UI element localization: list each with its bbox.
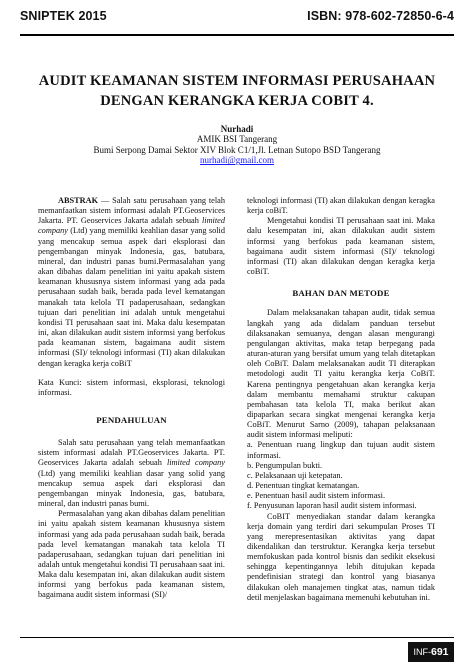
page-number: 691: [430, 646, 449, 658]
author-email-link[interactable]: nurhadi@gmail.com: [199, 155, 275, 166]
left-column: [38, 196, 225, 601]
abstract-text-b: (Ltd) yang memiliki keahlian dasar yang solid yang mencakup semua aspek dari eksplorasi dan pengembangan minyak Indonesia, gas, batubara, mineral, dan industri panas bumi.Permasalahan yang akan dibahas dalam penelitian ini yaitu apakah sistem keamanan khususnya sistem informasi yang ada pada perusahaan sudah baik, berada pada level kematangan manakah tata kelola TI padaperusahaan, sedangkan tujuan dari penelitian ini adalah untuk mengetahui kondisi TI perusahaan saat ini. Maka dalu kesempatan ini, akan dilakukan audit sistem informsi yang berfokus pada keamanan sistem, bagaimana audit sistem informasi (SI)/ teknologi informasi (TI) akan dilakukan dengan keragka kerja coBiT: [38, 226, 225, 368]
paper-title: [20, 71, 454, 111]
intro-paragraph-1: [38, 438, 225, 509]
intro-p1-text-a: Salah satu perusahaan yang telah memanfaatkan sistem informasi adalah PT.Geoservices Jakarta. PT. Geoservices Jakarta adalah sebuah: [38, 438, 225, 468]
method-paragraph-1: Dalam melaksanakan tahapan audit, tidak semua langkah yang ada didalam panduan tersebut dilaksanakan semuanya, dengan alasan mengurangi pengulangan aktivitas, maka tetap berpegang pada aturan-aturan yang bersifat umum yang telah ditetapkan oleh CoBiT. Dalam melaksanakan audit TI diterapkan metodologi audit TI yaitu kerangka kerja CoBiT. Karena pentingnya pengetahuan akan kerangka kerja dalam membantu memahami struktur cakupan pembahasan tata kelola TI, maka berikut akan dipaparkan secara singkat mengenai kerangka kerja CoBiT. Menurut Sarno (2009), tahapan pelaksanaan audit sistem informasi meliputi:: [247, 308, 435, 440]
list-item: b. Pengumpulan bukti.: [247, 460, 323, 470]
running-header: [20, 9, 454, 26]
list-item: a. Penentuan ruang lingkup dan tujuan audit sistem informasi.: [247, 440, 435, 460]
footer-divider: [20, 637, 454, 638]
right-column: [247, 196, 435, 603]
list-item: f. Penyusunan laporan hasil audit sistem informasi.: [247, 501, 417, 511]
section-heading-pendahuluan: PENDAHULUAN: [96, 414, 167, 425]
list-item: d. Penentuan tingkat kematangan.: [247, 481, 360, 491]
intro-p1-text-b: (Ltd) yang memiliki keahlian dasar yang solid yang mencakup semua aspek dari eksplorasi dan pengembangan minyak Indonesia, gas, batubara, mineral, dan industri panas bumi.: [38, 468, 225, 509]
keywords: Kata Kunci: sistem informasi, eksplorasi, teknologi informasi.: [38, 377, 225, 397]
author-block: [20, 124, 454, 166]
list-item: c. Pelaksanaan uji ketepatan.: [247, 470, 343, 480]
intro-paragraph-2: Permasalahan yang akan dibahas dalam penelitian ini yaitu apakah sistem keamanan khususnya sistem informasi yang ada pada perusahaan sudah baik, berada pada level kematangan manakah tata kelola TI padaperusahaan, sedangkan tujuan dari penelitian ini adalah untuk mengetahui kondisi TI perusahaan saat ini. Maka dalu kesempatan ini, akan dilakukan audit sistem informsi yang berfokus pada keamanan sistem, bagaimana audit sistem informasi (SI)/: [38, 509, 225, 600]
header-divider: [20, 34, 454, 36]
abstract-label: ABSTRAK: [58, 196, 99, 205]
isbn-label: ISBN: 978-602-72850-6-4: [307, 9, 454, 23]
author-name: Nurhadi: [220, 124, 254, 134]
abstract-text-a: — Salah satu perusahaan yang telah memanfaatkan sistem informasi adalah PT.Geoservices Jakarta. PT. Geoservices Jakarta adalah sebuah: [38, 196, 225, 226]
conference-name: SNIPTEK 2015: [20, 9, 107, 23]
page-prefix: INF-: [413, 647, 431, 657]
abstract-paragraph: [38, 196, 225, 369]
section-heading-metode: BAHAN DAN METODE: [292, 288, 390, 299]
method-list: [247, 440, 435, 511]
intro-p1-italic: limited company: [166, 458, 225, 468]
author-institution: AMIK BSI Tangerang: [196, 134, 278, 145]
title-line-2: DENGAN KERANGKA KERJA COBIT 4.: [100, 93, 374, 109]
author-address: Bumi Serpong Damai Sektor XIV Blok C1/1,Jl. Letnan Sutopo BSD Tangerang: [93, 144, 381, 155]
intro-paragraph-4: Mengetahui kondisi TI perusahaan saat ini. Maka dalu kesempatan ini, akan dilakukan audit sistem informsi yang berfokus pada keamanan sistem, bagaimana audit sistem informasi (SI)/ teknologi informasi (TI) akan dilakukan dengan keragka kerja coBiT.: [247, 216, 435, 277]
title-line-1: AUDIT KEAMANAN SISTEM INFORMASI PERUSAHAAN: [38, 73, 436, 89]
list-item: e. Penentuan hasil audit sistem informasi.: [247, 491, 386, 501]
intro-paragraph-3: teknologi informasi (TI) akan dilakukan dengan keragka kerja coBiT.: [247, 196, 435, 216]
page-number-badge: [408, 642, 454, 662]
abstract-text-italic: limited company: [38, 216, 225, 236]
method-paragraph-2: CoBIT menyediakan standar dalam kerangka kerja domain yang terdiri dari sekumpulan Proses TI yang merepresentasikan aktivitas yang dapat dikendalikan dan terstruktur. Kerangka kerja tersebut memfokuskan pada kontrol bisnis dan sedikit eksekusi sehingga kepentingannya lebih ditujukan kepada pendefinisian strategi dan kontrol yang biasanya dilakukan oleh manajemen tingkat atas, namun tidak detil menjelaskan bagaimana memenuhi kebutuhan ini.: [247, 511, 435, 602]
